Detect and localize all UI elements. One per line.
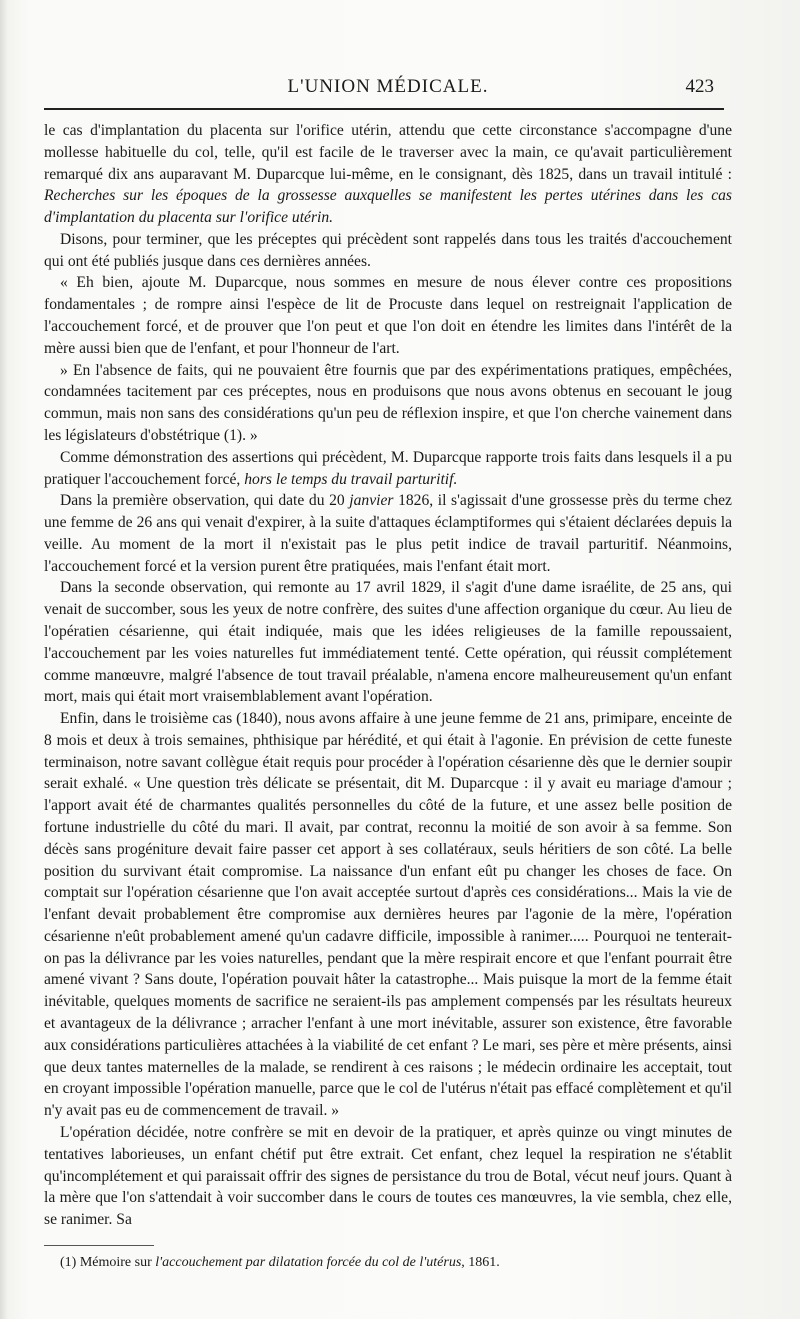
- header-rule: [44, 108, 724, 110]
- text-run: Dans la seconde observation, qui remonte au 17 avril 1829, il s'agit d'une dame israélite, de 25 ans, qui venait de succomber, sous les yeux de notre confrère, des suites d'une affection organique du cœur. Au lieu de l'opératien césarienne, qui était indiquée, mais que les idées religieuses de la famille repoussaient, l'accouchement par les voies naturelles fut immédiatement tenté. Cette opération, qui réussit complétement comme manœuvre, malgré l'absence de tout travail préalable, n'amena encore malheureusement qu'un enfant mort, mais qui était mort vraisemblablement avant l'opération.: [44, 579, 732, 706]
- footnote-text: , 1861.: [461, 1255, 500, 1270]
- paragraph: [44, 360, 732, 447]
- text-run: « Eh bien, ajoute M. Duparcque, nous sommes en mesure de nous élever contre ces propositions fondamentales ; de rompre ainsi l'espèce de lit de Procuste dans lequel on restreignait l'application de l'accouchement forcé, et de prouver que l'on peut et que l'on doit en étendre les limites dans l'intérêt de la mère aussi bien que de l'enfant, et pour l'honneur de l'art.: [44, 274, 732, 357]
- paragraph: [44, 120, 732, 229]
- paragraph: [44, 708, 732, 1122]
- italic-text: hors le temps du travail parturitif.: [244, 470, 458, 488]
- text-run: Disons, pour terminer, que les préceptes qui précèdent sont rappelés dans tous les traités d'accouchement qui ont été publiés jusque dans ces dernières années.: [44, 230, 732, 270]
- italic-text: Recherches sur les époques de la grossesse auxquelles se manifestent les pertes utérines dans les cas d'implantation du placenta sur l'orifice utérin.: [44, 187, 732, 227]
- text-run: le cas d'implantation du placenta sur l'orifice utérin, attendu que cette circonstance s'accompagne d'une mollesse habituelle du col, telle, qu'il est facile de le traverser avec la main, ce qu'avait particulièrement remarqué dix ans auparavant M. Duparcque lui-même, en le consignant, dès 1825, dans un travail intitulé :: [44, 122, 732, 183]
- body-text: [44, 120, 732, 1231]
- footnote-text: (1) Mémoire sur: [60, 1255, 156, 1270]
- page-header: [56, 76, 720, 102]
- text-run: 1826, il s'agissait d'une grossesse près du terme chez une femme de 26 ans qui venait d'expirer, à la suite d'attaques éclamptiformes qui s'étaient déclarées depuis la veille. Au moment de la mort il n'existait pas le plus petit indice de travail parturitif. Néanmoins, l'accouchement forcé et la version purent être pratiquées, mais l'enfant était mort.: [44, 492, 732, 575]
- paragraph: [44, 447, 732, 491]
- text-run: » En l'absence de faits, qui ne pouvaient être fournis que par des expérimentations pratiques, empêchées, condamnées tacitement par ces préceptes, nous en produisons que nous avons obtenus en secouant le joug commun, mais non sans des considérations qu'un peu de réflexion inspire, et que l'on cherche vainement dans les législateurs d'obstétrique (1). »: [44, 361, 732, 444]
- paragraph: [44, 490, 732, 577]
- footnote-italic: l'accouchement par dilatation forcée du col de l'utérus: [155, 1255, 462, 1270]
- paragraph: [44, 272, 732, 359]
- text-run: Enfin, dans le troisième cas (1840), nous avons affaire à une jeune femme de 21 ans, primipare, enceinte de 8 mois et deux à trois semaines, phthisique par hérédité, et qui était à l'agonie. En prévision de cette funeste terminaison, notre savant collègue était requis pour procéder à l'opération césarienne dès que le dernier soupir serait exhalé. « Une question très délicate se présentait, dit M. Duparcque : il y avait eu mariage d'amour ; l'apport avait été de charmantes qualités personnelles du côté de la future, et une assez belle position de fortune industrielle du côté du mari. Il avait, par contrat, reconnu la moitié de son avoir à sa femme. Son décès sans progéniture devait faire passer cet apport à ses collatéraux, seuls héritiers de son côté. La belle position du survivant était compromise. La naissance d'un enfant eût pu changer les choses de face. On comptait sur l'opération césarienne que l'on avait acceptée surtout d'après ces considérations... Mais la vie de l'enfant devait probablement être compromise aux dernières heures par l'agonie de la mère, l'opération césarienne n'eût probablement amené qu'un cadavre difficile, impossible à ranimer..... Pourquoi ne tenterait-on pas la délivrance par les voies naturelles, pendant que la mère respirait encore et que l'enfant pourrait être amené vivant ? Sans doute, l'opération pouvait hâter la catastrophe... Mais puisque la mort de la femme était inévitable, quelques moments de sacrifice ne seraient-ils pas amplement compensés par les résultats heureux et avantageux de la délivrance ; arracher l'enfant à une mort inévitable, assurer son existence, être favorable aux considérations particulières attachées à la viabilité de cet enfant ? Le mari, ses père et mère présents, ainsi que deux tantes maternelles de la malade, se rendirent à ces raisons ; le médecin ordinaire les acceptait, tout en croyant impossible l'opération manuelle, parce que le col de l'utérus n'était pas effacé complètement et qu'il n'y avait pas eu de commencement de travail. »: [44, 710, 732, 1120]
- text-run: Dans la première observation, qui date du 20: [60, 492, 350, 510]
- footnote: [60, 1254, 720, 1272]
- paragraph: [44, 229, 732, 273]
- text-run: L'opération décidée, notre confrère se mit en devoir de la pratiquer, et après quinze ou vingt minutes de tentatives laborieuses, un enfant chétif put être extrait. Cet enfant, chez lequel la respiration ne s'établit qu'incomplétement et qui paraissait offrir des signes de persistance du trou de Botal, vécut neuf jours. Quant à la mère que l'on s'attendait à voir succomber dans le cours de toutes ces manœuvres, la vie sembla, chez elle, se ranimer. Sa: [44, 1123, 732, 1229]
- paragraph: [44, 577, 732, 708]
- italic-text: janvier: [349, 492, 394, 510]
- page-number: 423: [685, 76, 714, 97]
- text-run: Comme démonstration des assertions qui précèdent, M. Duparcque rapporte trois faits dans lesquels il a pu pratiquer l'accouchement forcé,: [44, 448, 732, 488]
- paragraph: [44, 1122, 732, 1231]
- running-title: L'UNION MÉDICALE.: [287, 76, 489, 97]
- footnote-rule: [44, 1245, 154, 1246]
